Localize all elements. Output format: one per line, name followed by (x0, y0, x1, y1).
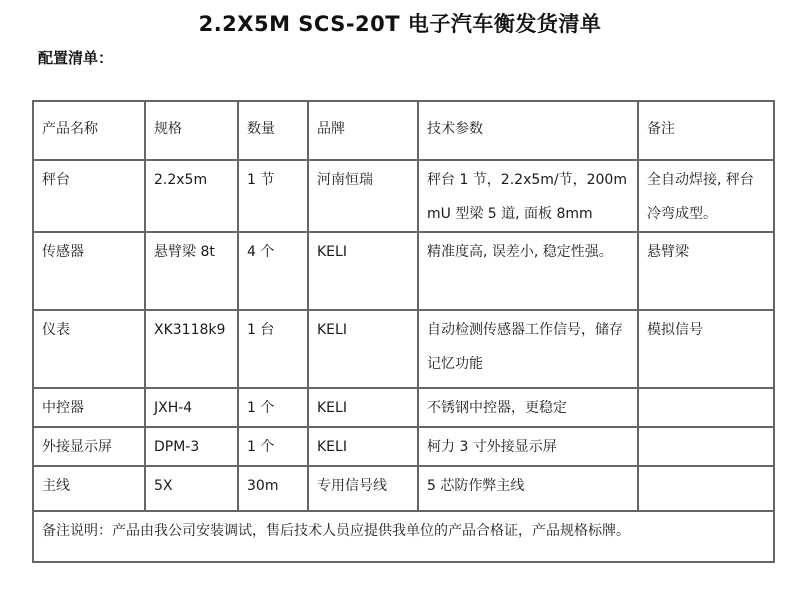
table-row (33, 466, 774, 511)
table-row (33, 427, 774, 466)
header-tech-params: 技术参数 (418, 101, 638, 160)
cell-quantity: 30m (238, 466, 308, 511)
table-header-row (33, 101, 774, 160)
cell-product-name: 传感器 (33, 232, 145, 310)
header-product-name: 产品名称 (33, 101, 145, 160)
cell-brand: 专用信号线 (308, 466, 418, 511)
cell-quantity: 1 节 (238, 160, 308, 232)
table-row (33, 388, 774, 427)
cell-spec: DPM-3 (145, 427, 238, 466)
table-row (33, 160, 774, 232)
cell-remark: 模拟信号 (638, 310, 774, 388)
config-list-label: 配置清单： (38, 49, 114, 67)
header-quantity: 数量 (238, 101, 308, 160)
table-row (33, 232, 774, 310)
cell-spec: 悬臂梁 8t (145, 232, 238, 310)
cell-brand: 河南恒瑞 (308, 160, 418, 232)
cell-product-name: 秤台 (33, 160, 145, 232)
page-title: 2.2X5M SCS-20T 电子汽车衡发货清单 (198, 12, 602, 36)
cell-tech-params: 5 芯防作弊主线 (418, 466, 638, 511)
header-brand: 品牌 (308, 101, 418, 160)
cell-spec: XK3118k9 (145, 310, 238, 388)
cell-tech-params: 柯力 3 寸外接显示屏 (418, 427, 638, 466)
cell-quantity: 4 个 (238, 232, 308, 310)
cell-remark (638, 388, 774, 427)
cell-tech-params: 自动检测传感器工作信号，储存记忆功能 (418, 310, 638, 388)
cell-quantity: 1 台 (238, 310, 308, 388)
cell-spec: 5X (145, 466, 238, 511)
cell-product-name: 仪表 (33, 310, 145, 388)
cell-brand: KELI (308, 310, 418, 388)
cell-product-name: 外接显示屏 (33, 427, 145, 466)
cell-brand: KELI (308, 388, 418, 427)
cell-remark: 全自动焊接, 秤台冷弯成型。 (638, 160, 774, 232)
cell-tech-params: 不锈钢中控器，更稳定 (418, 388, 638, 427)
shipping-list-table (32, 100, 775, 563)
cell-spec: JXH-4 (145, 388, 238, 427)
header-spec: 规格 (145, 101, 238, 160)
table-footer-row (33, 511, 774, 562)
cell-brand: KELI (308, 427, 418, 466)
cell-spec: 2.2x5m (145, 160, 238, 232)
cell-product-name: 主线 (33, 466, 145, 511)
cell-tech-params: 精准度高, 误差小, 稳定性强。 (418, 232, 638, 310)
footer-note: 备注说明：产品由我公司安装调试，售后技术人员应提供我单位的产品合格证，产品规格标牌。 (33, 511, 774, 562)
cell-tech-params: 秤台 1 节，2.2x5m/节，200mmU 型梁 5 道, 面板 8mm (418, 160, 638, 232)
cell-remark: 悬臂梁 (638, 232, 774, 310)
header-remark: 备注 (638, 101, 774, 160)
cell-remark (638, 427, 774, 466)
cell-remark (638, 466, 774, 511)
cell-product-name: 中控器 (33, 388, 145, 427)
table-row (33, 310, 774, 388)
cell-quantity: 1 个 (238, 427, 308, 466)
cell-brand: KELI (308, 232, 418, 310)
cell-quantity: 1 个 (238, 388, 308, 427)
